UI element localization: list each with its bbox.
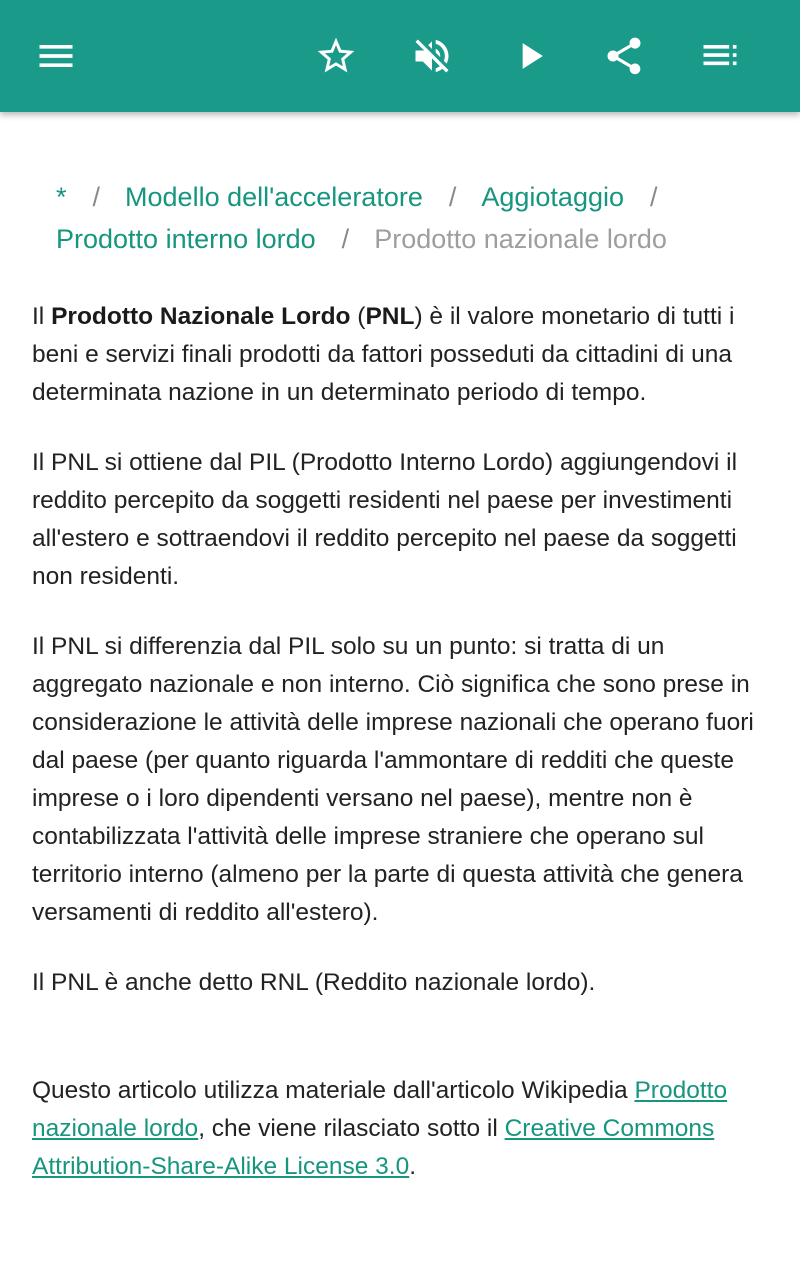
- star-outline-icon: [314, 34, 358, 78]
- wikipedia-article-link[interactable]: Prodotto nazionale lordo: [32, 1077, 728, 1142]
- text-span: (: [350, 303, 366, 330]
- menu-button[interactable]: [28, 28, 84, 84]
- playlist-icon: [698, 34, 742, 78]
- article-paragraph-3: Il PNL si differenzia dal PIL solo su un punto: si tratta di un aggregato nazionale e non interno. Ciò significa che sono prese in considerazione le attività delle imprese nazionali che operano fuori dal paese (per quanto riguarda l'ammontare di redditi che queste imprese o i loro dipendenti versano nel paese), mentre non è contabilizzata l'attività delle imprese straniere che operano sul territorio interno (almeno per la parte di questa attività che genera versamenti di reddito all'estero).: [32, 633, 754, 926]
- share-icon: [602, 34, 646, 78]
- breadcrumb-separator: /: [92, 182, 101, 212]
- attribution-text: .: [409, 1153, 417, 1180]
- play-button[interactable]: [502, 28, 558, 84]
- play-icon: [508, 34, 552, 78]
- attribution: [32, 1072, 772, 1186]
- breadcrumb-home[interactable]: *: [56, 182, 67, 212]
- text-span: Il: [32, 303, 52, 330]
- breadcrumb-item-modello-acceleratore[interactable]: Modello dell'acceleratore: [125, 182, 423, 212]
- license-link[interactable]: Creative Commons Attribution-Share-Alike License 3.0: [32, 1115, 715, 1180]
- breadcrumb: [56, 176, 776, 260]
- breadcrumb-separator: /: [341, 224, 350, 254]
- share-button[interactable]: [596, 28, 652, 84]
- breadcrumb-item-aggiotaggio[interactable]: Aggiotaggio: [481, 182, 624, 212]
- term-bold: Prodotto Nazionale Lordo: [51, 303, 351, 330]
- breadcrumb-separator: /: [448, 182, 457, 212]
- bookmark-button[interactable]: [308, 28, 364, 84]
- menu-icon: [34, 34, 78, 78]
- breadcrumb-item-prodotto-interno-lordo[interactable]: Prodotto interno lordo: [56, 224, 316, 254]
- playlist-button[interactable]: [692, 28, 748, 84]
- term-abbreviation-bold: PNL: [365, 303, 415, 330]
- mute-button[interactable]: [404, 28, 460, 84]
- volume-off-icon: [410, 34, 454, 78]
- article-paragraph-2: Il PNL si ottiene dal PIL (Prodotto Interno Lordo) aggiungendovi il reddito percepito da soggetti residenti nel paese per investimenti all'estero e sottraendovi il reddito percepito nel paese da soggetti non residenti.: [32, 449, 738, 590]
- attribution-text: Questo articolo utilizza materiale dall'articolo Wikipedia: [32, 1077, 635, 1104]
- article-paragraph-4: Il PNL è anche detto RNL (Reddito nazionale lordo).: [32, 969, 596, 996]
- breadcrumb-separator: /: [650, 182, 658, 212]
- text-span: ) è il valore monetario di tutti i beni e servizi finali prodotti da fattori posseduti da cittadini di una determinata nazione in un determinato periodo di tempo.: [32, 303, 735, 406]
- app-toolbar: [0, 0, 800, 112]
- article-paragraph-1: [32, 298, 772, 412]
- article-body: [32, 298, 772, 1218]
- breadcrumb-current: Prodotto nazionale lordo: [374, 224, 667, 254]
- attribution-text: , che viene rilasciato sotto il: [198, 1115, 505, 1142]
